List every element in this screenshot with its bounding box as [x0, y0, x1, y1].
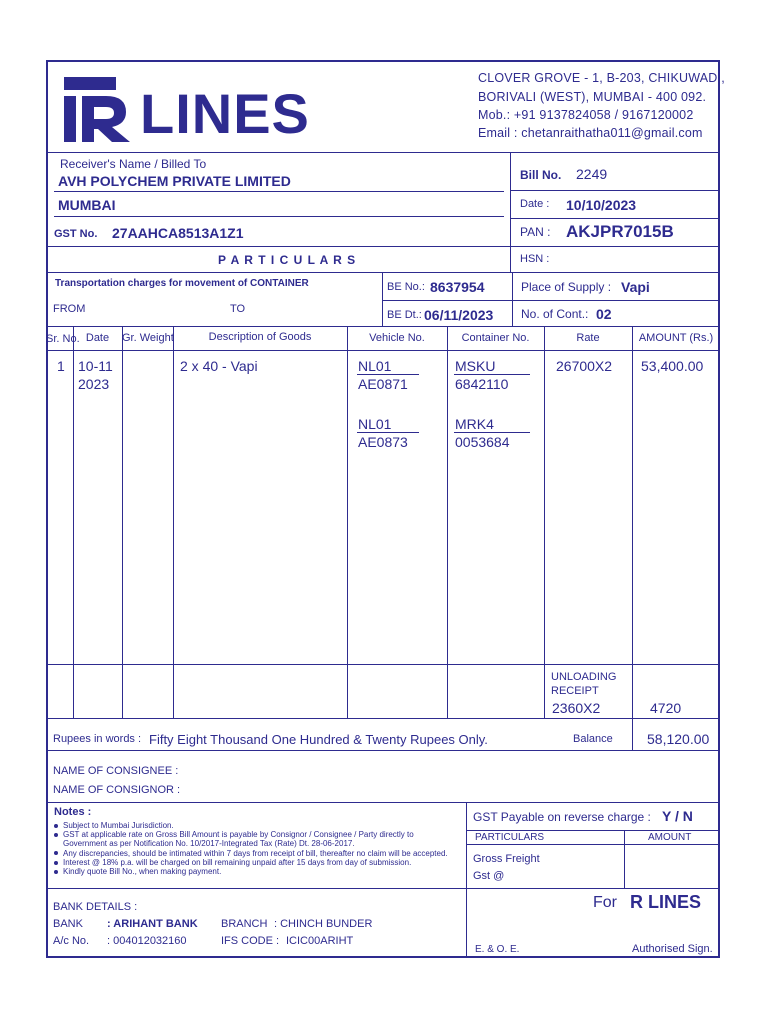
from-label: FROM: [53, 303, 86, 315]
branch-label: BRANCH: [221, 918, 268, 930]
gst-amount-header: AMOUNT: [648, 832, 692, 843]
company-mobile: Mob.: +91 9137824058 / 9167120002: [478, 108, 694, 122]
row-container-2b: 0053684: [455, 434, 510, 450]
ac-label: A/c No.: [53, 935, 90, 947]
ifs-label: IFS CODE :: [221, 935, 280, 947]
be-dt-field[interactable]: [424, 306, 510, 324]
row-date-2: 2023: [78, 376, 110, 392]
r-lines-logo-icon: [64, 74, 134, 144]
consignor-field[interactable]: [180, 782, 700, 798]
col-description-header: Description of Goods: [208, 331, 312, 343]
row-description: 2 x 40 - Vapi: [180, 358, 258, 374]
particulars-title: P A R T I C U L A R S: [218, 253, 357, 267]
unloading-rate: 2360X2: [552, 700, 601, 716]
row-sr: 1: [57, 358, 65, 374]
branch-value: : CHINCH BUNDER: [274, 918, 373, 930]
col-vehicle-header: Vehicle No.: [369, 332, 425, 344]
balance-label: Balance: [573, 733, 613, 745]
gst-no-field[interactable]: [112, 224, 412, 242]
receiver-name-field[interactable]: [58, 172, 498, 190]
row-vehicle-1a: NL01: [358, 358, 392, 374]
col-container-header: Container No.: [461, 332, 530, 344]
pan-field[interactable]: [566, 221, 716, 243]
row-amount: 53,400.00: [641, 358, 704, 374]
notes-title: Notes :: [54, 806, 92, 818]
consignor-label: NAME OF CONSIGNOR :: [53, 784, 181, 796]
authorised-sign-label: Authorised Sign.: [632, 943, 713, 955]
unloading-label-2: RECEIPT: [551, 685, 599, 697]
row-date-1: 10-11: [78, 358, 113, 374]
note-3: Government as per Notification No. 10/2017-Integrated Tax (Rate) Dt. 28-06-2017.: [63, 839, 355, 848]
col-rate-header: Rate: [576, 332, 600, 344]
receiver-city-field[interactable]: [58, 196, 498, 214]
be-dt-label: BE Dt.:: [387, 309, 422, 321]
row-vehicle-2a: NL01: [358, 416, 392, 432]
col-date-header: Date: [85, 332, 110, 344]
gst-reverse-value: Y / N: [662, 808, 693, 824]
words-label: Rupees in words :: [53, 733, 142, 745]
be-no-field[interactable]: [430, 278, 510, 296]
be-no-label: BE No.:: [387, 281, 425, 293]
company-address-line2: BORIVALI (WEST), MUMBAI - 400 092.: [478, 90, 707, 104]
note-1: Subject to Mumbai Jurisdiction.: [63, 821, 174, 830]
consignee-field[interactable]: [180, 763, 700, 779]
receiver-label: Receiver's Name / Billed To: [60, 157, 207, 171]
balance-value: 58,120.00: [647, 731, 710, 747]
transport-text: Transportation charges for movement of CONTAINER: [55, 278, 309, 289]
for-label: For: [593, 894, 617, 911]
cont-label: No. of Cont.:: [521, 307, 589, 321]
row-rate: 26700X2: [556, 358, 613, 374]
unloading-amount: 4720: [650, 700, 682, 716]
gst-at-label: Gst @: [473, 870, 505, 882]
hsn-label: HSN :: [520, 253, 550, 265]
cont-field[interactable]: [596, 305, 656, 323]
bank-title: BANK DETAILS :: [53, 901, 138, 913]
note-4: Any discrepancies, should be intimated within 7 days from receipt of bill, thereafter no claim will be accepted.: [63, 849, 448, 858]
ifs-value: ICIC00ARIHT: [286, 935, 354, 947]
gst-particulars-header: PARTICULARS: [475, 832, 545, 843]
bill-no-field[interactable]: [576, 165, 696, 183]
col-weight-header: Gr. Weight: [122, 332, 174, 344]
ac-value: : 004012032160: [107, 935, 187, 947]
place-label: Place of Supply :: [521, 280, 612, 294]
for-company: R LINES: [630, 892, 702, 912]
row-container-1b: 6842110: [455, 376, 509, 392]
bill-no-label: Bill No.: [520, 168, 562, 182]
row-vehicle-1b: AE0871: [358, 376, 408, 392]
bank-label: BANK: [53, 918, 83, 930]
row-vehicle-2b: AE0873: [358, 434, 408, 450]
row-container-1a: MSKU: [455, 358, 496, 374]
logo-wordmark: LINES: [140, 82, 310, 145]
note-2: GST at applicable rate on Gross Bill Amount is payable by Consignor / Consignee / Party directly to: [63, 830, 414, 839]
note-6: Kindly quote Bill No., when making payment.: [63, 867, 222, 876]
date-field[interactable]: [566, 196, 706, 214]
pan-label: PAN :: [520, 225, 551, 239]
row-container-2a: MRK4: [455, 416, 494, 432]
to-label: TO: [230, 303, 246, 315]
col-sr-header: Sr. No.: [46, 333, 80, 345]
words-value: Fifty Eight Thousand One Hundred & Twenty Rupees Only.: [149, 732, 488, 747]
gst-reverse-label: GST Payable on reverse charge :: [473, 810, 651, 824]
company-email: Email : chetanraithatha011@gmail.com: [478, 126, 703, 140]
date-label: Date :: [520, 198, 550, 210]
place-field[interactable]: [621, 278, 711, 296]
gst-no-label: GST No.: [54, 228, 98, 240]
note-5: Interest @ 18% p.a. will be charged on bill remaining unpaid after 15 days from day of submission.: [63, 858, 412, 867]
hsn-field[interactable]: [556, 251, 706, 267]
consignee-label: NAME OF CONSIGNEE :: [53, 765, 179, 777]
company-address-line1: CLOVER GROVE - 1, B-203, CHIKUWADI,: [478, 71, 725, 85]
col-amount-header: AMOUNT (Rs.): [638, 332, 714, 344]
gross-freight-label: Gross Freight: [473, 853, 540, 865]
bank-value: : ARIHANT BANK: [107, 918, 198, 930]
unloading-label-1: UNLOADING: [551, 671, 617, 683]
eoe-label: E. & O. E.: [475, 944, 520, 955]
